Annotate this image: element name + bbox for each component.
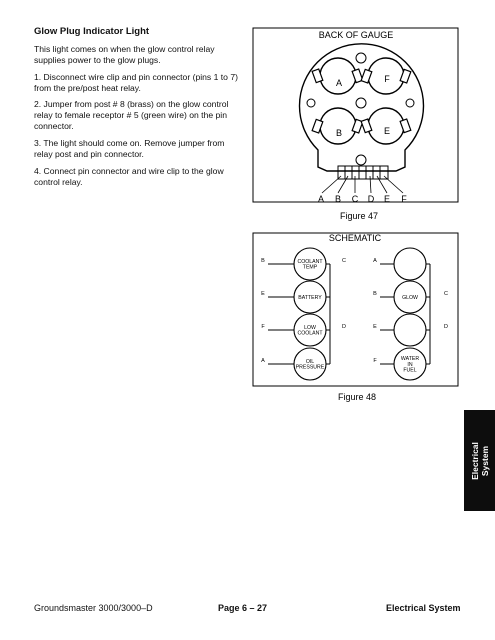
figure-48-frame bbox=[253, 233, 458, 386]
lamp-label: WATER IN FUEL bbox=[400, 356, 420, 374]
step-2: 2. Jumper from post # 8 (brass) on the glow control relay to female receptor # 5 (green wire) on the pin connector. bbox=[34, 99, 229, 131]
footer-model: Groundsmaster 3000/3000–D bbox=[34, 603, 153, 613]
step-1: 1. Disconnect wire clip and pin connector (pins 1 to 7) from the pre/post heat relay. bbox=[34, 72, 238, 93]
pin-letter: E bbox=[383, 194, 391, 204]
terminal-letter: B bbox=[373, 291, 377, 297]
figure-47-frame bbox=[253, 28, 458, 202]
terminal-letter: A bbox=[261, 358, 265, 364]
terminal-letter: C bbox=[342, 258, 346, 264]
terminal-letter: B bbox=[261, 258, 265, 264]
pin-connector bbox=[338, 166, 388, 179]
lamp-label: GLOW bbox=[402, 294, 418, 301]
figure-48-caption: Figure 48 bbox=[337, 392, 377, 402]
lamp-label: BATTERY bbox=[298, 294, 322, 301]
terminal-letter: C bbox=[444, 291, 448, 297]
terminal-letter: F bbox=[261, 324, 265, 330]
terminal-label-f: F bbox=[384, 74, 390, 84]
pin-letter: B bbox=[334, 194, 342, 204]
schematic-right-column bbox=[373, 248, 448, 380]
terminal-letter: E bbox=[373, 324, 377, 330]
terminal-label-e: E bbox=[383, 126, 391, 136]
lamp-label: COOLANT TEMP bbox=[297, 258, 323, 271]
lamp-label: OIL PRESSURE bbox=[295, 358, 325, 371]
pin-letter: F bbox=[401, 194, 407, 204]
pin-letter: C bbox=[351, 194, 359, 204]
terminal-label-b: B bbox=[335, 128, 343, 138]
terminal-letter: D bbox=[444, 324, 448, 330]
section-tab bbox=[464, 410, 495, 511]
lamp-label: LOW COOLANT bbox=[297, 324, 323, 337]
schematic-left-column bbox=[261, 248, 346, 380]
terminal-letter: A bbox=[373, 258, 377, 264]
pin-letter: A bbox=[317, 194, 325, 204]
figure-47-title: BACK OF GAUGE bbox=[318, 30, 394, 40]
pin-letter: D bbox=[367, 194, 375, 204]
terminal-letter: F bbox=[373, 358, 377, 364]
terminal-letter: D bbox=[342, 324, 346, 330]
footer-section: Electrical System bbox=[386, 603, 461, 613]
step-3: 3. The light should come on. Remove jumper from relay post and pin connector. bbox=[34, 138, 225, 159]
terminal-letter: E bbox=[261, 291, 265, 297]
footer-page-number: Page 6 – 27 bbox=[218, 603, 268, 613]
figure-47-caption: Figure 47 bbox=[339, 211, 379, 221]
section-tab-label: Electrical System bbox=[469, 441, 490, 480]
figure-48-title: SCHEMATIC bbox=[328, 233, 382, 243]
intro-paragraph: This light comes on when the glow control relay supplies power to the glow plugs. bbox=[34, 44, 215, 65]
step-4: 4. Connect pin connector and wire clip to the glow control relay. bbox=[34, 166, 224, 187]
section-heading: Glow Plug Indicator Light bbox=[34, 26, 150, 37]
terminal-label-a: A bbox=[335, 78, 343, 88]
indicator-lamp bbox=[394, 248, 426, 280]
indicator-lamp bbox=[394, 314, 426, 346]
